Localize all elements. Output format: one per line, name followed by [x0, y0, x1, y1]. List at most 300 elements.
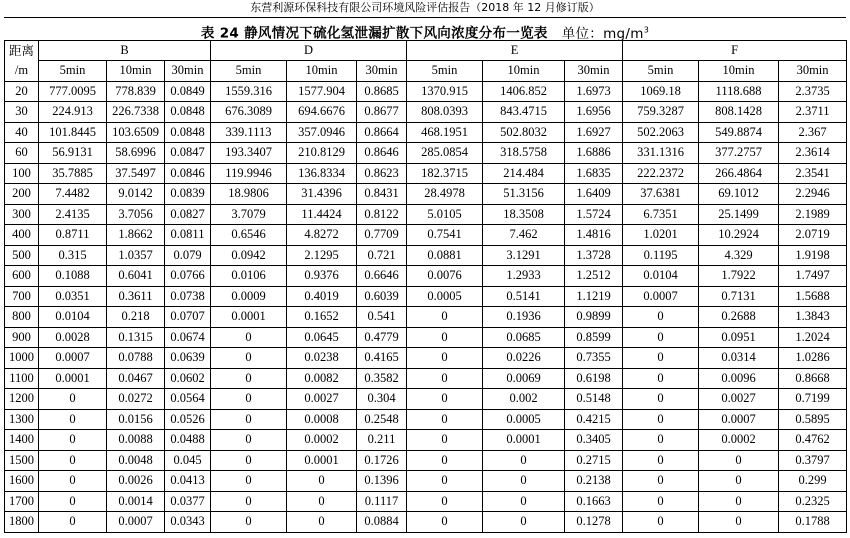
table-row — [5, 81, 847, 102]
value-cell: 0 — [623, 491, 699, 512]
value-cell: 0 — [39, 512, 107, 533]
value-cell: 0.7199 — [779, 389, 847, 410]
value-cell: 0.0272 — [107, 389, 165, 410]
value-cell: 0 — [407, 348, 483, 369]
value-cell: 0.0088 — [107, 430, 165, 451]
value-cell: 0 — [623, 327, 699, 348]
value-cell: 0 — [483, 450, 565, 471]
value-cell: 0 — [407, 430, 483, 451]
value-cell: 1370.915 — [407, 81, 483, 102]
value-cell: 1.0201 — [623, 225, 699, 246]
value-cell: 2.1295 — [287, 245, 357, 266]
value-cell: 0 — [623, 471, 699, 492]
value-cell: 0.8623 — [357, 163, 407, 184]
value-cell: 2.1989 — [779, 204, 847, 225]
value-cell: 1.7922 — [699, 266, 779, 287]
value-cell: 1.2933 — [483, 266, 565, 287]
value-cell: 18.9806 — [211, 184, 287, 205]
value-cell: 2.3735 — [779, 81, 847, 102]
value-cell: 35.7885 — [39, 163, 107, 184]
sub-header-row — [5, 61, 847, 82]
value-cell: 0.0001 — [287, 450, 357, 471]
value-cell: 1.6973 — [565, 81, 623, 102]
value-cell: 357.0946 — [287, 122, 357, 143]
value-cell: 37.5497 — [107, 163, 165, 184]
value-cell: 0 — [39, 409, 107, 430]
sub-header-b-10min: 10min — [107, 61, 165, 82]
value-cell: 0.7131 — [699, 286, 779, 307]
value-cell: 0.079 — [165, 245, 211, 266]
value-cell: 0.0314 — [699, 348, 779, 369]
value-cell: 3.1291 — [483, 245, 565, 266]
value-cell: 0.0027 — [287, 389, 357, 410]
value-cell: 37.6381 — [623, 184, 699, 205]
value-cell: 0.0488 — [165, 430, 211, 451]
value-cell: 69.1012 — [699, 184, 779, 205]
value-cell: 0.1663 — [565, 491, 623, 512]
value-cell: 1.7497 — [779, 266, 847, 287]
value-cell: 0.0413 — [165, 471, 211, 492]
value-cell: 0.0951 — [699, 327, 779, 348]
value-cell: 0.0082 — [287, 368, 357, 389]
value-cell: 0.299 — [779, 471, 847, 492]
distance-cell: 40 — [5, 122, 39, 143]
value-cell: 1.6409 — [565, 184, 623, 205]
value-cell: 0.0685 — [483, 327, 565, 348]
value-cell: 2.2946 — [779, 184, 847, 205]
value-cell: 0 — [407, 512, 483, 533]
value-cell: 224.913 — [39, 102, 107, 123]
value-cell: 0.002 — [483, 389, 565, 410]
distance-cell: 800 — [5, 307, 39, 328]
value-cell: 0.0002 — [287, 430, 357, 451]
value-cell: 0.0846 — [165, 163, 211, 184]
distance-cell: 60 — [5, 143, 39, 164]
value-cell: 0.0104 — [39, 307, 107, 328]
value-cell: 0 — [211, 368, 287, 389]
value-cell: 0.8677 — [357, 102, 407, 123]
value-cell: 3.7079 — [211, 204, 287, 225]
value-cell: 0 — [211, 450, 287, 471]
sub-header-e-5min: 5min — [407, 61, 483, 82]
value-cell: 0.1652 — [287, 307, 357, 328]
value-cell: 0 — [39, 491, 107, 512]
value-cell: 1.6956 — [565, 102, 623, 123]
value-cell: 0.1788 — [779, 512, 847, 533]
value-cell: 0.0343 — [165, 512, 211, 533]
distance-cell: 1200 — [5, 389, 39, 410]
sub-header-d-10min: 10min — [287, 61, 357, 82]
value-cell: 0 — [623, 409, 699, 430]
value-cell: 0 — [407, 368, 483, 389]
sub-header-b-5min: 5min — [39, 61, 107, 82]
value-cell: 0.0707 — [165, 307, 211, 328]
value-cell: 5.0105 — [407, 204, 483, 225]
value-cell: 0.045 — [165, 450, 211, 471]
value-cell: 1.6886 — [565, 143, 623, 164]
value-cell: 31.4396 — [287, 184, 357, 205]
sub-header-f-5min: 5min — [623, 61, 699, 82]
value-cell: 56.9131 — [39, 143, 107, 164]
distance-cell: 700 — [5, 286, 39, 307]
value-cell: 0.8431 — [357, 184, 407, 205]
value-cell: 0.0788 — [107, 348, 165, 369]
table-row — [5, 122, 847, 143]
value-cell: 0.0639 — [165, 348, 211, 369]
value-cell: 0 — [287, 471, 357, 492]
value-cell: 0.8685 — [357, 81, 407, 102]
table-row — [5, 512, 847, 533]
value-cell: 2.3614 — [779, 143, 847, 164]
value-cell: 0.0009 — [211, 286, 287, 307]
table-row — [5, 491, 847, 512]
value-cell: 0 — [211, 348, 287, 369]
value-cell: 0 — [623, 368, 699, 389]
value-cell: 0.0766 — [165, 266, 211, 287]
value-cell: 0.0226 — [483, 348, 565, 369]
value-cell: 0 — [287, 512, 357, 533]
value-cell: 0.0048 — [107, 450, 165, 471]
value-cell: 1.3728 — [565, 245, 623, 266]
value-cell: 2.3711 — [779, 102, 847, 123]
value-cell: 58.6996 — [107, 143, 165, 164]
value-cell: 0 — [39, 450, 107, 471]
value-cell: 2.367 — [779, 122, 847, 143]
value-cell: 51.3156 — [483, 184, 565, 205]
value-cell: 0 — [211, 409, 287, 430]
value-cell: 0.2548 — [357, 409, 407, 430]
value-cell: 0 — [623, 450, 699, 471]
value-cell: 136.8334 — [287, 163, 357, 184]
value-cell: 0.4215 — [565, 409, 623, 430]
distance-cell: 1400 — [5, 430, 39, 451]
value-cell: 502.8032 — [483, 122, 565, 143]
table-row — [5, 389, 847, 410]
value-cell: 0.6546 — [211, 225, 287, 246]
value-cell: 0.0847 — [165, 143, 211, 164]
sub-header-e-10min: 10min — [483, 61, 565, 82]
value-cell: 676.3089 — [211, 102, 287, 123]
value-cell: 0.0849 — [165, 81, 211, 102]
value-cell: 808.0393 — [407, 102, 483, 123]
value-cell: 0 — [623, 307, 699, 328]
value-cell: 0 — [39, 430, 107, 451]
value-cell: 0.0005 — [407, 286, 483, 307]
distance-cell: 500 — [5, 245, 39, 266]
value-cell: 0.1936 — [483, 307, 565, 328]
value-cell: 0.0001 — [483, 430, 565, 451]
value-cell: 0.0351 — [39, 286, 107, 307]
value-cell: 28.4978 — [407, 184, 483, 205]
value-cell: 0 — [699, 450, 779, 471]
value-cell: 0.1117 — [357, 491, 407, 512]
value-cell: 331.1316 — [623, 143, 699, 164]
value-cell: 2.0719 — [779, 225, 847, 246]
distance-cell: 1500 — [5, 450, 39, 471]
value-cell: 0.0884 — [357, 512, 407, 533]
value-cell: 9.0142 — [107, 184, 165, 205]
value-cell: 4.329 — [699, 245, 779, 266]
value-cell: 778.839 — [107, 81, 165, 102]
value-cell: 11.4424 — [287, 204, 357, 225]
distance-cell: 400 — [5, 225, 39, 246]
value-cell: 1.1219 — [565, 286, 623, 307]
value-cell: 0.7541 — [407, 225, 483, 246]
value-cell: 0.0007 — [39, 348, 107, 369]
distance-cell: 900 — [5, 327, 39, 348]
value-cell: 0 — [699, 512, 779, 533]
value-cell: 0.3611 — [107, 286, 165, 307]
value-cell: 0.8122 — [357, 204, 407, 225]
value-cell: 0.0069 — [483, 368, 565, 389]
group-header-d: D — [211, 41, 407, 61]
value-cell: 0 — [407, 471, 483, 492]
value-cell: 101.8445 — [39, 122, 107, 143]
value-cell: 1577.904 — [287, 81, 357, 102]
value-cell: 222.2372 — [623, 163, 699, 184]
value-cell: 0.1315 — [107, 327, 165, 348]
value-cell: 182.3715 — [407, 163, 483, 184]
sub-header-e-30min: 30min — [565, 61, 623, 82]
group-header-f: F — [623, 41, 847, 61]
value-cell: 0 — [211, 389, 287, 410]
value-cell: 7.462 — [483, 225, 565, 246]
value-cell: 6.7351 — [623, 204, 699, 225]
value-cell: 0.9376 — [287, 266, 357, 287]
value-cell: 0.0942 — [211, 245, 287, 266]
table-row — [5, 409, 847, 430]
value-cell: 0 — [211, 471, 287, 492]
value-cell: 0.3582 — [357, 368, 407, 389]
table-row — [5, 204, 847, 225]
distance-cell: 30 — [5, 102, 39, 123]
value-cell: 0.304 — [357, 389, 407, 410]
value-cell: 0.0007 — [107, 512, 165, 533]
value-cell: 0.0848 — [165, 102, 211, 123]
value-cell: 0.5141 — [483, 286, 565, 307]
sub-header-f-10min: 10min — [699, 61, 779, 82]
value-cell: 0.1195 — [623, 245, 699, 266]
value-cell: 0.8664 — [357, 122, 407, 143]
table-caption — [0, 18, 850, 40]
value-cell: 193.3407 — [211, 143, 287, 164]
value-cell: 0.0238 — [287, 348, 357, 369]
value-cell: 285.0854 — [407, 143, 483, 164]
distance-cell: 1800 — [5, 512, 39, 533]
value-cell: 214.484 — [483, 163, 565, 184]
value-cell: 0 — [407, 409, 483, 430]
table-title: 表 24 静风情况下硫化氢泄漏扩散下风向浓度分布一览表 — [200, 25, 548, 42]
value-cell: 0.2688 — [699, 307, 779, 328]
value-cell: 0.0005 — [483, 409, 565, 430]
distance-cell: 300 — [5, 204, 39, 225]
distance-cell: 1300 — [5, 409, 39, 430]
value-cell: 0.6198 — [565, 368, 623, 389]
value-cell: 1.2024 — [779, 327, 847, 348]
value-cell: 0 — [407, 389, 483, 410]
value-cell: 0.0526 — [165, 409, 211, 430]
value-cell: 0.218 — [107, 307, 165, 328]
value-cell: 1.6835 — [565, 163, 623, 184]
value-cell: 1406.852 — [483, 81, 565, 102]
value-cell: 210.8129 — [287, 143, 357, 164]
value-cell: 0.3797 — [779, 450, 847, 471]
table-row — [5, 266, 847, 287]
distance-cell: 1700 — [5, 491, 39, 512]
table-body — [5, 81, 847, 532]
value-cell: 339.1113 — [211, 122, 287, 143]
group-header-e: E — [407, 41, 623, 61]
value-cell: 0 — [483, 491, 565, 512]
value-cell: 0 — [407, 307, 483, 328]
distance-cell: 1600 — [5, 471, 39, 492]
value-cell: 103.6509 — [107, 122, 165, 143]
value-cell: 0.8711 — [39, 225, 107, 246]
table-row — [5, 225, 847, 246]
value-cell: 0.0007 — [699, 409, 779, 430]
value-cell: 0.3405 — [565, 430, 623, 451]
value-cell: 119.9946 — [211, 163, 287, 184]
value-cell: 0.5148 — [565, 389, 623, 410]
unit-label: 单位：$mg/m^3$ — [561, 25, 650, 42]
sub-header-f-30min: 30min — [779, 61, 847, 82]
value-cell: 502.2063 — [623, 122, 699, 143]
value-cell: 0.0001 — [39, 368, 107, 389]
value-cell: 3.7056 — [107, 204, 165, 225]
value-cell: 0 — [483, 512, 565, 533]
value-cell: 4.8272 — [287, 225, 357, 246]
value-cell: 468.1951 — [407, 122, 483, 143]
value-cell: 1.0357 — [107, 245, 165, 266]
sub-header-b-30min: 30min — [165, 61, 211, 82]
value-cell: 1.5724 — [565, 204, 623, 225]
value-cell: 0.0027 — [699, 389, 779, 410]
value-cell: 0.1278 — [565, 512, 623, 533]
value-cell: 0 — [623, 430, 699, 451]
sub-header-d-30min: 30min — [357, 61, 407, 82]
value-cell: 0 — [483, 471, 565, 492]
value-cell: 0 — [407, 450, 483, 471]
value-cell: 2.3541 — [779, 163, 847, 184]
value-cell: 0.541 — [357, 307, 407, 328]
value-cell: 0.0645 — [287, 327, 357, 348]
value-cell: 0 — [287, 491, 357, 512]
value-cell: 0.0028 — [39, 327, 107, 348]
value-cell: 0.0564 — [165, 389, 211, 410]
value-cell: 0 — [211, 430, 287, 451]
value-cell: 1118.688 — [699, 81, 779, 102]
concentration-table — [4, 40, 847, 533]
value-cell: 0.0002 — [699, 430, 779, 451]
value-cell: 1.5688 — [779, 286, 847, 307]
value-cell: 1.2512 — [565, 266, 623, 287]
value-cell: 0.0026 — [107, 471, 165, 492]
value-cell: 0.0811 — [165, 225, 211, 246]
table-row — [5, 450, 847, 471]
table-row — [5, 184, 847, 205]
value-cell: 0.9899 — [565, 307, 623, 328]
value-cell: 0.6041 — [107, 266, 165, 287]
table-row — [5, 430, 847, 451]
value-cell: 0 — [211, 327, 287, 348]
value-cell: 0.1396 — [357, 471, 407, 492]
distance-cell: 20 — [5, 81, 39, 102]
value-cell: 0 — [623, 348, 699, 369]
value-cell: 0.0014 — [107, 491, 165, 512]
value-cell: 0.5895 — [779, 409, 847, 430]
value-cell: 0.7709 — [357, 225, 407, 246]
value-cell: 0.211 — [357, 430, 407, 451]
distance-cell: 100 — [5, 163, 39, 184]
value-cell: 0 — [623, 512, 699, 533]
table-row — [5, 327, 847, 348]
table-row — [5, 471, 847, 492]
value-cell: 0.0467 — [107, 368, 165, 389]
value-cell: 0.0602 — [165, 368, 211, 389]
value-cell: 0.2715 — [565, 450, 623, 471]
table-row — [5, 163, 847, 184]
value-cell: 0.0008 — [287, 409, 357, 430]
value-cell: 1.9198 — [779, 245, 847, 266]
table-row — [5, 245, 847, 266]
value-cell: 0.0377 — [165, 491, 211, 512]
value-cell: 777.0095 — [39, 81, 107, 102]
value-cell: 0 — [623, 389, 699, 410]
value-cell: 0 — [699, 471, 779, 492]
value-cell: 0.0096 — [699, 368, 779, 389]
table-row — [5, 286, 847, 307]
value-cell: 0 — [699, 491, 779, 512]
value-cell: 549.8874 — [699, 122, 779, 143]
value-cell: 0.8668 — [779, 368, 847, 389]
value-cell: 0 — [211, 491, 287, 512]
group-header-b: B — [39, 41, 211, 61]
value-cell: 0.0106 — [211, 266, 287, 287]
value-cell: 0.7355 — [565, 348, 623, 369]
sub-header-d-5min: 5min — [211, 61, 287, 82]
table-row — [5, 307, 847, 328]
value-cell: 1.3843 — [779, 307, 847, 328]
value-cell: 694.6676 — [287, 102, 357, 123]
value-cell: 25.1499 — [699, 204, 779, 225]
distance-header: 距离 /m — [5, 41, 39, 82]
distance-cell: 1100 — [5, 368, 39, 389]
value-cell: 0.8599 — [565, 327, 623, 348]
value-cell: 0.4779 — [357, 327, 407, 348]
value-cell: 1069.18 — [623, 81, 699, 102]
value-cell: 0.2138 — [565, 471, 623, 492]
value-cell: 0.4165 — [357, 348, 407, 369]
value-cell: 266.4864 — [699, 163, 779, 184]
value-cell: 0 — [39, 389, 107, 410]
value-cell: 0.0156 — [107, 409, 165, 430]
value-cell: 1.4816 — [565, 225, 623, 246]
value-cell: 0 — [39, 471, 107, 492]
value-cell: 0.315 — [39, 245, 107, 266]
value-cell: 843.4715 — [483, 102, 565, 123]
value-cell: 0.4019 — [287, 286, 357, 307]
value-cell: 759.3287 — [623, 102, 699, 123]
value-cell: 0 — [407, 327, 483, 348]
value-cell: 0.0001 — [211, 307, 287, 328]
distance-cell: 200 — [5, 184, 39, 205]
value-cell: 0.8646 — [357, 143, 407, 164]
value-cell: 0.2325 — [779, 491, 847, 512]
value-cell: 0.6039 — [357, 286, 407, 307]
value-cell: 0.0827 — [165, 204, 211, 225]
table-row — [5, 102, 847, 123]
value-cell: 0.0848 — [165, 122, 211, 143]
